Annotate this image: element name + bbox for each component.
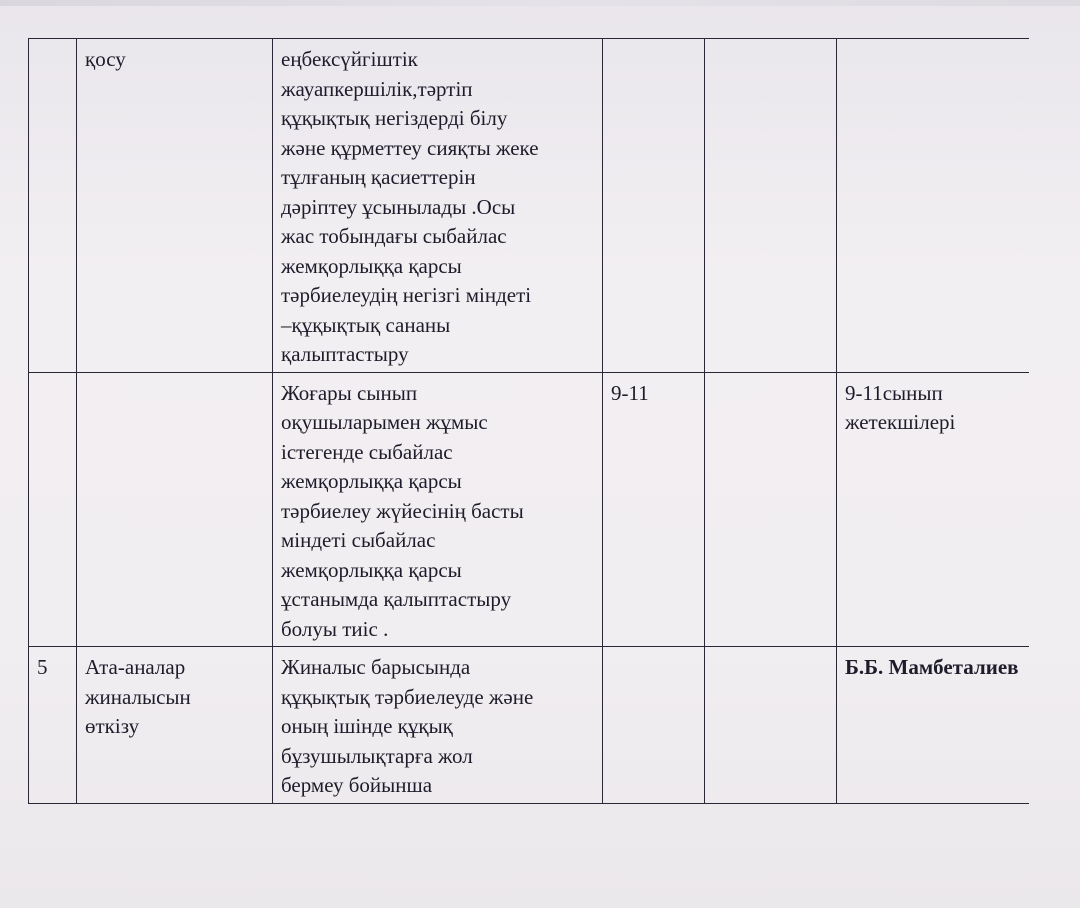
responsible-cell bbox=[837, 647, 1029, 804]
date-cell bbox=[705, 647, 837, 804]
table-row bbox=[29, 647, 1029, 804]
grade-cell bbox=[603, 647, 705, 804]
row-number: 5 bbox=[37, 655, 48, 679]
event-content: еңбексүйгіштік жауапкершілік,тәртіп құқықтық негіздерді білу және құрметтеу сияқты жеке тұлғаның қасиеттерін дәріптеу ұсынылады .Осы жас тобындағы сыбайлас жемқорлыққа қарсы тәрбиелеудің негізгі міндеті –құқықтық сананы қалыптастыру bbox=[281, 47, 539, 366]
event-cell bbox=[77, 39, 273, 373]
event-name: Ата-аналар жиналысын өткізу bbox=[85, 655, 191, 738]
responsible-person: Б.Б. Мамбеталиев bbox=[845, 655, 1019, 679]
event-cell bbox=[77, 372, 273, 647]
responsible-cell bbox=[837, 39, 1029, 373]
row-number-cell bbox=[29, 647, 77, 804]
grade-cell bbox=[603, 39, 705, 373]
event-content: Жоғары сынып оқушыларымен жұмыс істегенде сыбайлас жемқорлыққа қарсы тәрбиелеу жүйесінің басты міндеті сыбайлас жемқорлыққа қарсы ұстанымда қалыптастыру болуы тиіс . bbox=[281, 380, 524, 641]
date-cell bbox=[705, 39, 837, 373]
row-number-cell bbox=[29, 372, 77, 647]
row-number-cell bbox=[29, 39, 77, 373]
grade-range: 9-11 bbox=[611, 380, 649, 405]
responsible-cell bbox=[837, 372, 1029, 647]
content-cell bbox=[273, 372, 603, 647]
content-cell bbox=[273, 39, 603, 373]
event-name: қосу bbox=[85, 47, 126, 71]
event-content: Жиналыс барысында құқықтық тәрбиелеуде және оның ішінде құқық бұзушылықтарға жол бермеу бойынша bbox=[281, 655, 534, 797]
responsible-person: 9-11сынып жетекшілері bbox=[845, 380, 956, 434]
event-cell bbox=[77, 647, 273, 804]
grade-cell bbox=[603, 372, 705, 647]
table-row bbox=[29, 39, 1029, 373]
plan-table bbox=[28, 38, 1029, 804]
content-cell bbox=[273, 647, 603, 804]
date-cell bbox=[705, 372, 837, 647]
table-row bbox=[29, 372, 1029, 647]
page-top-edge bbox=[0, 0, 1080, 6]
